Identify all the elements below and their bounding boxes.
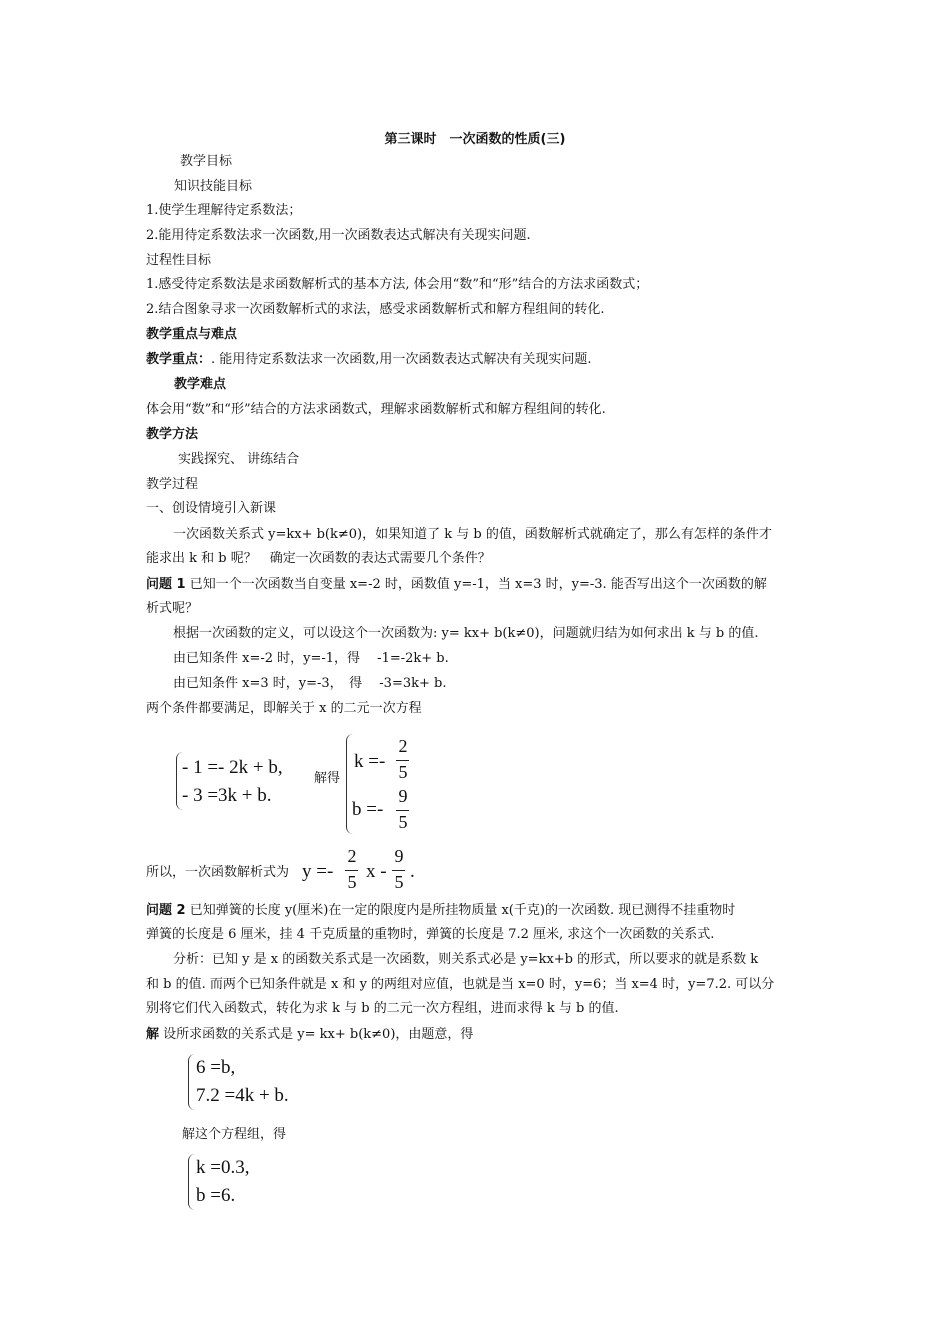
equation-line: - 3 =3k + b.: [182, 785, 272, 806]
text-line: 实践探究、 讲练结合: [178, 452, 300, 467]
text-line: 2.结合图象寻求一次函数解析式的求法，感受求函数解析式和解方程组间的转化.: [146, 302, 605, 317]
equation-lhs: k =-: [354, 751, 386, 772]
equation-line: b =6.: [196, 1185, 236, 1206]
heading-key-points: 教学重点与难点: [146, 327, 238, 342]
equation-mid: x -: [366, 861, 387, 882]
text-line: 1.使学生理解待定系数法；: [146, 203, 302, 218]
solve-label: 解得: [314, 771, 341, 786]
key-point-text: . 能用待定系数法求一次函数,用一次函数表达式解决有关现实问题.: [211, 352, 592, 367]
fraction-numerator: 9: [398, 786, 408, 806]
equation-lhs: b =-: [352, 799, 384, 820]
label-problem-2: 问题 2: [146, 903, 186, 918]
text-line: 和 b 的值. 而两个已知条件就是 x 和 y 的两组对应值，也就是当 x=0 时，y=6；当 x=4 时，y=7.2. 可以分: [146, 977, 775, 992]
equation-lhs: y =-: [302, 861, 334, 882]
heading-teaching-process: 教学过程: [146, 477, 199, 492]
heading-teaching-method: 教学方法: [146, 427, 199, 442]
text-line: 析式呢？: [146, 601, 199, 616]
fraction-denominator: 5: [398, 762, 408, 782]
text-line: 1.感受待定系数法是求函数解析式的基本方法, 体会用“数”和“形”结合的方法求函数式；: [146, 277, 649, 292]
fraction-numerator: 2: [347, 846, 357, 866]
heading-knowledge-goals: 知识技能目标: [174, 179, 253, 194]
text-line: 别将它们代入函数式，转化为求 k 与 b 的二元一次方程组，进而求得 k 与 b 的值.: [146, 1001, 619, 1016]
heading-section-one: 一、创设情境引入新课: [146, 501, 277, 516]
fraction-bar: [345, 870, 358, 871]
text-line: 体会用“数”和“形”结合的方法求函数式，理解求函数解析式和解方程组间的转化.: [146, 402, 606, 417]
heading-process-goals: 过程性目标: [146, 253, 212, 268]
equation-line: k =0.3,: [196, 1157, 250, 1178]
text-line: 一次函数关系式 y=kx+ b(k≠0)，如果知道了 k 与 b 的值，函数解析式就确定了，那么有怎样的条件才: [173, 527, 772, 542]
text-line: 根据一次函数的定义，可以设这个一次函数为: y= kx+ b(k≠0)，问题就归结为如何求出 k 与 b 的值.: [173, 626, 759, 641]
problem-2-text: 已知弹簧的长度 y(厘米)在一定的限度内是所挂物质量 x(千克)的一次函数. 现已测得不挂重物时: [185, 903, 736, 918]
text-line: 弹簧的长度是 6 厘米，挂 4 千克质量的重物时，弹簧的长度是 7.2 厘米, 求这个一次函数的关系式.: [146, 927, 715, 942]
fraction-bar: [396, 760, 409, 761]
text-line: 解这个方程组，得: [182, 1127, 287, 1142]
heading-difficulty: 教学难点: [174, 377, 227, 392]
text-line-solution: [146, 1026, 473, 1044]
heading-teaching-goals: 教学目标: [180, 154, 233, 169]
label-problem-1: 问题 1: [146, 577, 186, 592]
text-line: 由已知条件 x=3 时，y=-3， 得 -3=3k+ b.: [173, 676, 447, 691]
label-solution: 解: [146, 1027, 160, 1042]
equation-brace: [188, 1154, 195, 1210]
fraction-denominator: 5: [394, 872, 404, 892]
text-line: 能求出 k 和 b 呢？ 确定一次函数的表达式需要几个条件？: [146, 551, 491, 566]
equation-brace: [188, 1054, 195, 1110]
fraction-numerator: 2: [398, 736, 408, 756]
text-line: 2.能用待定系数法求一次函数,用一次函数表达式解决有关现实问题.: [146, 228, 531, 243]
page-title: 第三课时 一次函数的性质(三): [384, 132, 566, 147]
equation-line: - 1 =- 2k + b,: [182, 757, 283, 778]
text-line: 由已知条件 x=-2 时，y=-1，得 -1=-2k+ b.: [173, 651, 449, 666]
label-key-point: 教学重点：: [146, 352, 212, 367]
text-line-key-point: [146, 351, 592, 369]
equation-line: 6 =b,: [196, 1057, 236, 1078]
problem-1-text: 已知一个一次函数当自变量 x=-2 时，函数值 y=-1，当 x=3 时，y=-3. 能否写出这个一次函数的解: [185, 577, 767, 592]
text-line-problem-2: [146, 902, 735, 920]
fraction-numerator: 9: [394, 846, 404, 866]
text-line: 两个条件都要满足，即解关于 x 的二元一次方程: [146, 701, 422, 716]
text-line: 分析：已知 y 是 x 的函数关系式是一次函数，则关系式必是 y=kx+b 的形式，所以要求的就是系数 k: [173, 952, 759, 967]
fraction-denominator: 5: [347, 872, 357, 892]
text-line: 所以，一次函数解析式为: [146, 865, 290, 880]
equation-line: 7.2 =4k + b.: [196, 1085, 289, 1106]
fraction-bar: [392, 870, 405, 871]
solution-text: 设所求函数的关系式是 y= kx+ b(k≠0)，由题意，得: [159, 1027, 474, 1042]
text-line-problem-1: [146, 576, 767, 594]
equation-end: .: [410, 861, 415, 882]
fraction-denominator: 5: [398, 812, 408, 832]
fraction-bar: [396, 810, 409, 811]
